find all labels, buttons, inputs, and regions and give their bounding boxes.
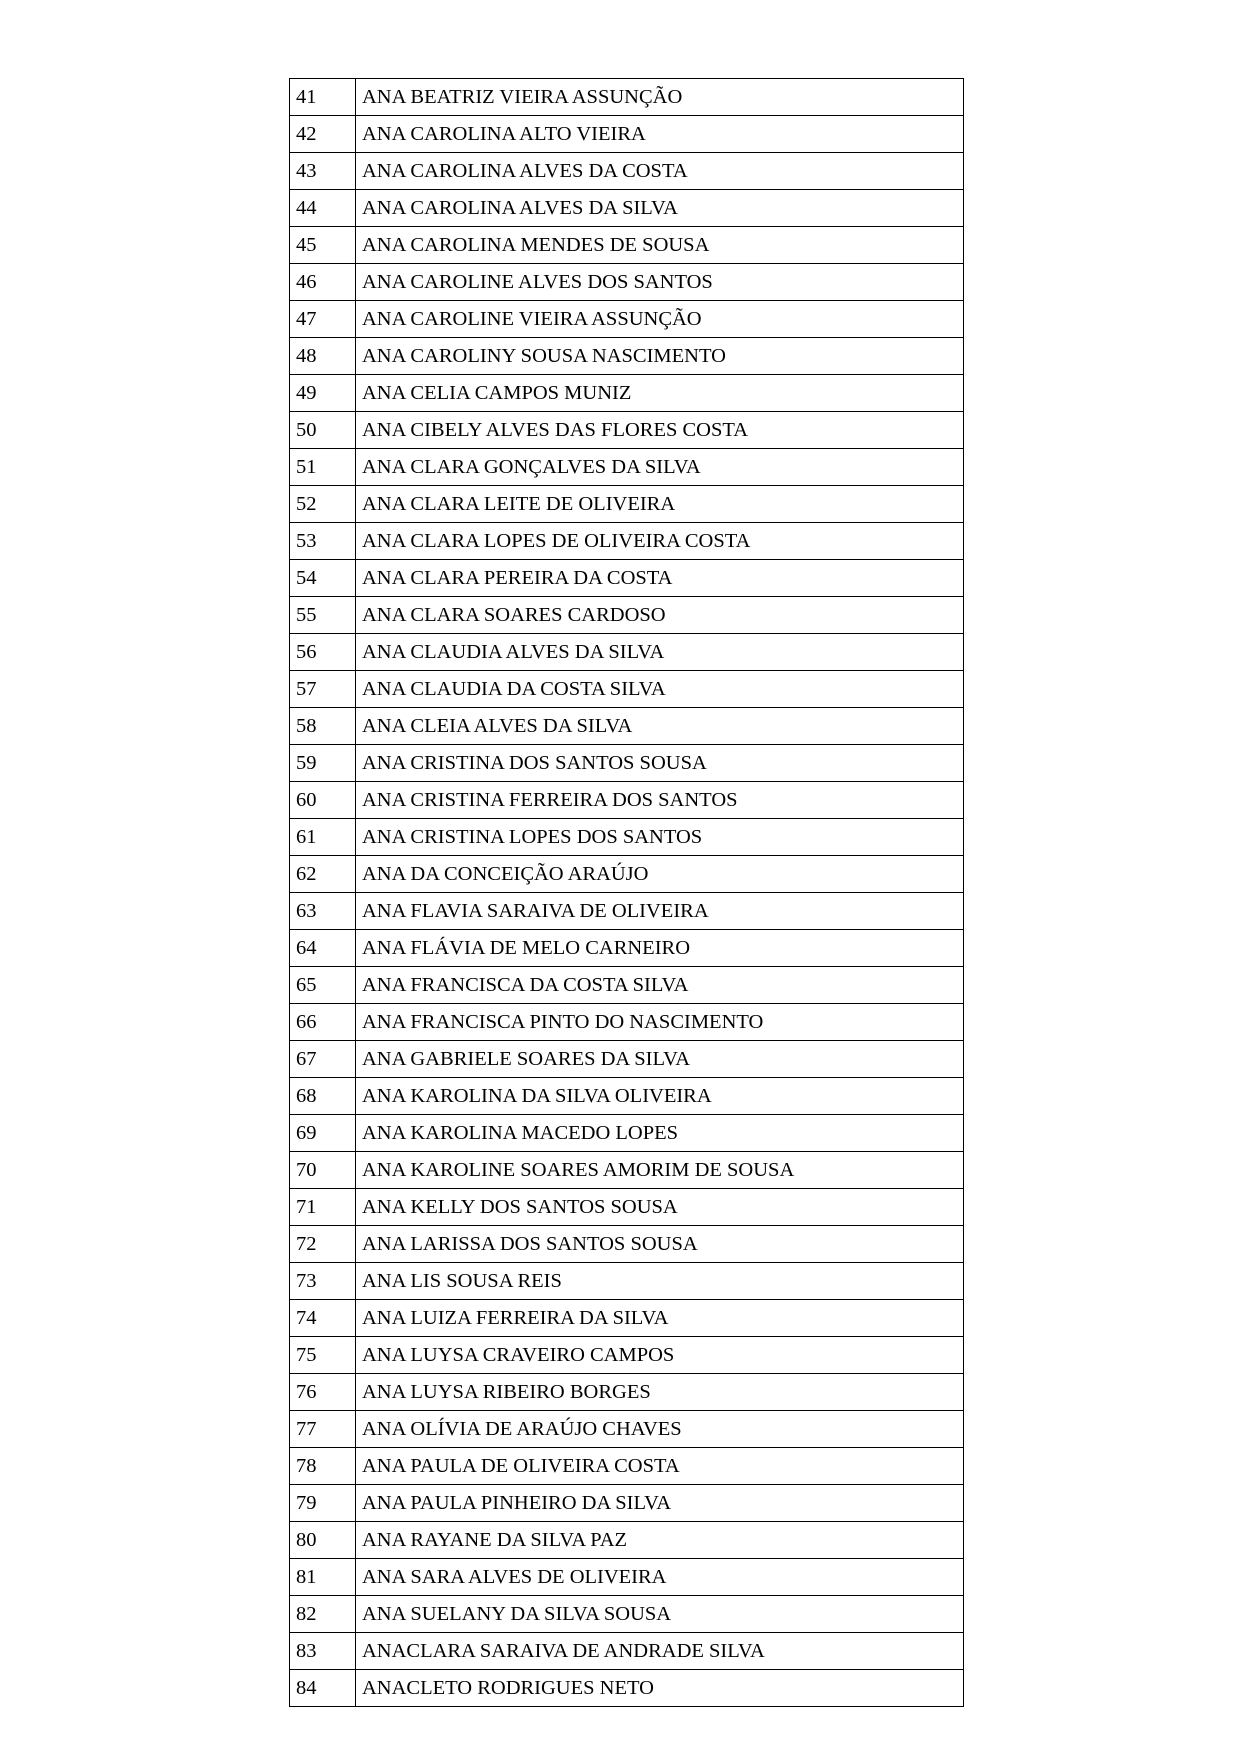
person-name: ANA CAROLINE ALVES DOS SANTOS bbox=[356, 264, 964, 301]
table-row bbox=[290, 264, 964, 301]
table-row bbox=[290, 1374, 964, 1411]
row-number: 66 bbox=[290, 1004, 356, 1041]
person-name: ANA KAROLINA MACEDO LOPES bbox=[356, 1115, 964, 1152]
row-number: 56 bbox=[290, 634, 356, 671]
table-row bbox=[290, 1152, 964, 1189]
table-row bbox=[290, 1078, 964, 1115]
row-number: 60 bbox=[290, 782, 356, 819]
table-row bbox=[290, 1115, 964, 1152]
row-number: 73 bbox=[290, 1263, 356, 1300]
table-row bbox=[290, 1337, 964, 1374]
table-row bbox=[290, 560, 964, 597]
person-name: ANA CLEIA ALVES DA SILVA bbox=[356, 708, 964, 745]
table-row bbox=[290, 523, 964, 560]
person-name: ANA CAROLINY SOUSA NASCIMENTO bbox=[356, 338, 964, 375]
person-name: ANA CAROLINE VIEIRA ASSUNÇÃO bbox=[356, 301, 964, 338]
row-number: 52 bbox=[290, 486, 356, 523]
person-name: ANA CLARA PEREIRA DA COSTA bbox=[356, 560, 964, 597]
row-number: 75 bbox=[290, 1337, 356, 1374]
table-row bbox=[290, 227, 964, 264]
row-number: 54 bbox=[290, 560, 356, 597]
table-row bbox=[290, 79, 964, 116]
person-name: ANA LIS SOUSA REIS bbox=[356, 1263, 964, 1300]
table-row bbox=[290, 486, 964, 523]
table-row bbox=[290, 1411, 964, 1448]
table-row bbox=[290, 375, 964, 412]
row-number: 82 bbox=[290, 1596, 356, 1633]
person-name: ANACLARA SARAIVA DE ANDRADE SILVA bbox=[356, 1633, 964, 1670]
table-row bbox=[290, 449, 964, 486]
person-name: ANA CLARA GONÇALVES DA SILVA bbox=[356, 449, 964, 486]
table-row bbox=[290, 190, 964, 227]
table-row bbox=[290, 782, 964, 819]
table-row bbox=[290, 745, 964, 782]
table-row bbox=[290, 412, 964, 449]
row-number: 43 bbox=[290, 153, 356, 190]
row-number: 57 bbox=[290, 671, 356, 708]
row-number: 44 bbox=[290, 190, 356, 227]
table-row bbox=[290, 967, 964, 1004]
row-number: 76 bbox=[290, 1374, 356, 1411]
table-row bbox=[290, 893, 964, 930]
row-number: 59 bbox=[290, 745, 356, 782]
table-row bbox=[290, 1670, 964, 1707]
person-name: ANA LUYSA CRAVEIRO CAMPOS bbox=[356, 1337, 964, 1374]
table-row bbox=[290, 301, 964, 338]
row-number: 79 bbox=[290, 1485, 356, 1522]
person-name: ANA FLÁVIA DE MELO CARNEIRO bbox=[356, 930, 964, 967]
table-row bbox=[290, 1263, 964, 1300]
row-number: 74 bbox=[290, 1300, 356, 1337]
row-number: 81 bbox=[290, 1559, 356, 1596]
person-name: ANA OLÍVIA DE ARAÚJO CHAVES bbox=[356, 1411, 964, 1448]
person-name: ANA KAROLINA DA SILVA OLIVEIRA bbox=[356, 1078, 964, 1115]
row-number: 83 bbox=[290, 1633, 356, 1670]
table-row bbox=[290, 1300, 964, 1337]
person-name: ANA CLAUDIA ALVES DA SILVA bbox=[356, 634, 964, 671]
person-name: ANA FLAVIA SARAIVA DE OLIVEIRA bbox=[356, 893, 964, 930]
table-row bbox=[290, 671, 964, 708]
table-row bbox=[290, 1485, 964, 1522]
person-name: ANA CLARA SOARES CARDOSO bbox=[356, 597, 964, 634]
table-row bbox=[290, 1522, 964, 1559]
person-name: ANA SUELANY DA SILVA SOUSA bbox=[356, 1596, 964, 1633]
table-row bbox=[290, 708, 964, 745]
person-name: ANA PAULA PINHEIRO DA SILVA bbox=[356, 1485, 964, 1522]
table-row bbox=[290, 338, 964, 375]
person-name: ANA LARISSA DOS SANTOS SOUSA bbox=[356, 1226, 964, 1263]
person-name: ANA CIBELY ALVES DAS FLORES COSTA bbox=[356, 412, 964, 449]
row-number: 62 bbox=[290, 856, 356, 893]
person-name: ANA GABRIELE SOARES DA SILVA bbox=[356, 1041, 964, 1078]
row-number: 69 bbox=[290, 1115, 356, 1152]
person-name: ANA FRANCISCA PINTO DO NASCIMENTO bbox=[356, 1004, 964, 1041]
table-row bbox=[290, 1633, 964, 1670]
person-name: ANA KELLY DOS SANTOS SOUSA bbox=[356, 1189, 964, 1226]
row-number: 53 bbox=[290, 523, 356, 560]
row-number: 67 bbox=[290, 1041, 356, 1078]
row-number: 50 bbox=[290, 412, 356, 449]
row-number: 64 bbox=[290, 930, 356, 967]
table-row bbox=[290, 1004, 964, 1041]
person-name: ANA LUYSA RIBEIRO BORGES bbox=[356, 1374, 964, 1411]
person-name: ANA CLAUDIA DA COSTA SILVA bbox=[356, 671, 964, 708]
person-name: ANA BEATRIZ VIEIRA ASSUNÇÃO bbox=[356, 79, 964, 116]
row-number: 46 bbox=[290, 264, 356, 301]
person-name: ANA CRISTINA DOS SANTOS SOUSA bbox=[356, 745, 964, 782]
table-row bbox=[290, 634, 964, 671]
person-name: ANA KAROLINE SOARES AMORIM DE SOUSA bbox=[356, 1152, 964, 1189]
row-number: 80 bbox=[290, 1522, 356, 1559]
row-number: 58 bbox=[290, 708, 356, 745]
table-row bbox=[290, 819, 964, 856]
row-number: 42 bbox=[290, 116, 356, 153]
person-name: ANA PAULA DE OLIVEIRA COSTA bbox=[356, 1448, 964, 1485]
row-number: 45 bbox=[290, 227, 356, 264]
row-number: 48 bbox=[290, 338, 356, 375]
table-row bbox=[290, 116, 964, 153]
table-row bbox=[290, 153, 964, 190]
row-number: 71 bbox=[290, 1189, 356, 1226]
table-row bbox=[290, 1189, 964, 1226]
row-number: 55 bbox=[290, 597, 356, 634]
person-name: ANA RAYANE DA SILVA PAZ bbox=[356, 1522, 964, 1559]
table-row bbox=[290, 597, 964, 634]
table-row bbox=[290, 1041, 964, 1078]
person-name: ANA CRISTINA FERREIRA DOS SANTOS bbox=[356, 782, 964, 819]
table-row bbox=[290, 1596, 964, 1633]
table-row bbox=[290, 1559, 964, 1596]
person-name: ANA LUIZA FERREIRA DA SILVA bbox=[356, 1300, 964, 1337]
table-row bbox=[290, 856, 964, 893]
row-number: 70 bbox=[290, 1152, 356, 1189]
person-name: ANA CLARA LOPES DE OLIVEIRA COSTA bbox=[356, 523, 964, 560]
person-name: ANA FRANCISCA DA COSTA SILVA bbox=[356, 967, 964, 1004]
row-number: 51 bbox=[290, 449, 356, 486]
table-row bbox=[290, 930, 964, 967]
person-name: ANA CLARA LEITE DE OLIVEIRA bbox=[356, 486, 964, 523]
row-number: 49 bbox=[290, 375, 356, 412]
person-name: ANA CRISTINA LOPES DOS SANTOS bbox=[356, 819, 964, 856]
row-number: 65 bbox=[290, 967, 356, 1004]
row-number: 41 bbox=[290, 79, 356, 116]
person-name: ANA CELIA CAMPOS MUNIZ bbox=[356, 375, 964, 412]
row-number: 61 bbox=[290, 819, 356, 856]
row-number: 77 bbox=[290, 1411, 356, 1448]
person-name: ANA SARA ALVES DE OLIVEIRA bbox=[356, 1559, 964, 1596]
row-number: 68 bbox=[290, 1078, 356, 1115]
person-name: ANA CAROLINA MENDES DE SOUSA bbox=[356, 227, 964, 264]
person-name: ANA CAROLINA ALVES DA SILVA bbox=[356, 190, 964, 227]
row-number: 78 bbox=[290, 1448, 356, 1485]
table-row bbox=[290, 1448, 964, 1485]
person-name: ANA CAROLINA ALVES DA COSTA bbox=[356, 153, 964, 190]
row-number: 63 bbox=[290, 893, 356, 930]
person-name: ANA DA CONCEIÇÃO ARAÚJO bbox=[356, 856, 964, 893]
table-row bbox=[290, 1226, 964, 1263]
name-list-table bbox=[289, 78, 964, 1707]
person-name: ANACLETO RODRIGUES NETO bbox=[356, 1670, 964, 1707]
name-list-body bbox=[290, 79, 964, 1707]
person-name: ANA CAROLINA ALTO VIEIRA bbox=[356, 116, 964, 153]
row-number: 84 bbox=[290, 1670, 356, 1707]
row-number: 47 bbox=[290, 301, 356, 338]
row-number: 72 bbox=[290, 1226, 356, 1263]
